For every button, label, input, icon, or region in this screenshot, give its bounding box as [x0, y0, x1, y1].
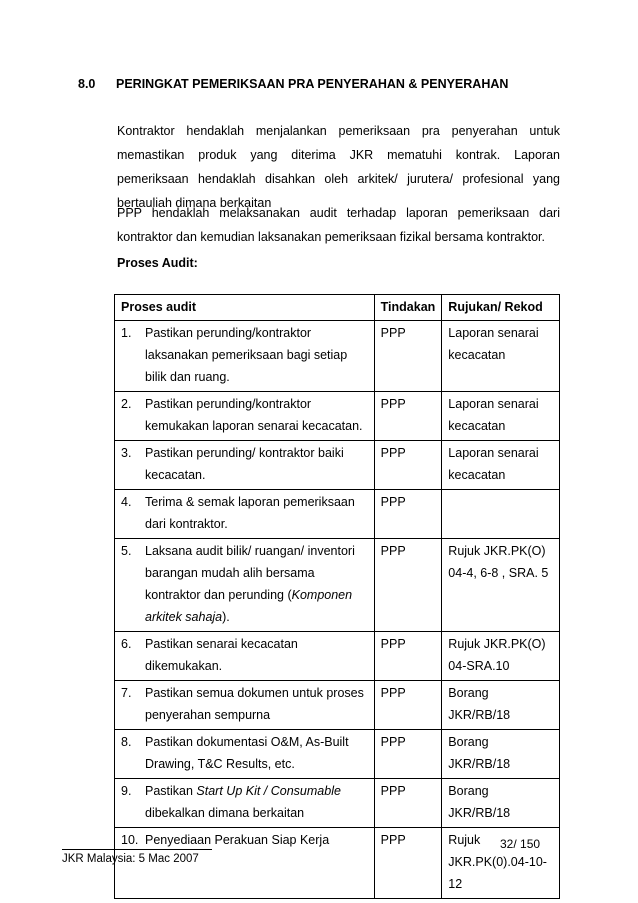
row-number: 6. [121, 637, 132, 651]
row-number: 5. [121, 544, 132, 558]
table-row [115, 392, 560, 441]
table-row [115, 779, 560, 828]
row-process-text: Pastikan perunding/ kontraktor baiki kecacatan. [145, 446, 344, 482]
table-row [115, 539, 560, 632]
header-rujukan-rekod: Rujukan/ Rekod [442, 295, 560, 321]
row-process-text: Pastikan dokumentasi O&M, As-Built Drawing, T&C Results, etc. [145, 735, 349, 771]
row-reference: Laporan senarai kecacatan [442, 441, 560, 490]
emphasis-text: Komponen arkitek sahaja [145, 588, 353, 624]
header-tindakan: Tindakan [374, 295, 442, 321]
section-heading [78, 77, 508, 91]
row-number: 8. [121, 735, 132, 749]
table-row [115, 730, 560, 779]
row-action: PPP [374, 828, 442, 899]
row-reference: Rujuk JKR.PK(O) 04-4, 6-8 , SRA. 5 [442, 539, 560, 632]
row-action: PPP [374, 321, 442, 392]
row-process-text: Pastikan Start Up Kit / Consumable dibekalkan dimana berkaitan [145, 784, 341, 820]
row-reference: Borang JKR/RB/18 [442, 681, 560, 730]
row-reference: Rujuk JKR.PK(O) 04-SRA.10 [442, 632, 560, 681]
row-action: PPP [374, 441, 442, 490]
table-row [115, 321, 560, 392]
paragraph-contractor-inspection: Kontraktor hendaklah menjalankan pemeriksaan pra penyerahan untuk memastikan produk yang diterima JKR mematuhi kontrak. Laporan pemeriksaan hendaklah disahkan oleh arkitek/ jurutera/ profesional yang bertauliah dimana berkaitan [117, 124, 560, 210]
row-process-text: Terima & semak laporan pemeriksaan dari kontraktor. [145, 495, 355, 531]
row-process-text: Laksana audit bilik/ ruangan/ inventori barangan mudah alih bersama kontraktor dan perunding (Komponen arkitek sahaja). [145, 544, 355, 624]
table-header-row [115, 295, 560, 321]
page-number: 32/ 150 [500, 837, 541, 851]
section-title: PERINGKAT PEMERIKSAAN PRA PENYERAHAN & PENYERAHAN [116, 77, 509, 91]
footer-note: JKR Malaysia: 5 Mac 2007 [62, 853, 199, 865]
row-action: PPP [374, 779, 442, 828]
row-number: 2. [121, 397, 132, 411]
table-row [115, 490, 560, 539]
row-reference: Laporan senarai kecacatan [442, 321, 560, 392]
table-row [115, 632, 560, 681]
table-row [115, 441, 560, 490]
row-reference: Borang JKR/RB/18 [442, 779, 560, 828]
paragraph-ppp-audit: PPP hendaklah melaksanakan audit terhadap laporan pemeriksaan dari kontraktor dan kemudian laksanakan pemeriksaan fizikal bersama kontraktor. [117, 206, 560, 244]
row-process-text: Pastikan senarai kecacatan dikemukakan. [145, 637, 298, 673]
row-process-text: Pastikan perunding/kontraktor laksanakan pemeriksaan bagi setiap bilik dan ruang. [145, 326, 348, 384]
row-number: 3. [121, 446, 132, 460]
header-proses-audit: Proses audit [115, 295, 375, 321]
row-reference: Borang JKR/RB/18 [442, 730, 560, 779]
footer-divider [62, 849, 212, 850]
proses-audit-label: Proses Audit: [117, 256, 198, 270]
row-action: PPP [374, 681, 442, 730]
row-process-text: Pastikan perunding/kontraktor kemukakan laporan senarai kecacatan. [145, 397, 363, 433]
row-action: PPP [374, 539, 442, 632]
emphasis-text: Start Up Kit / Consumable [196, 784, 341, 798]
row-number: 1. [121, 326, 132, 340]
row-reference: Rujuk JKR.PK(0).04-10-12 [442, 828, 560, 899]
row-reference: Laporan senarai kecacatan [442, 392, 560, 441]
row-action: PPP [374, 730, 442, 779]
table-row [115, 681, 560, 730]
row-process-text: Pastikan semua dokumen untuk proses penyerahan sempurna [145, 686, 364, 722]
audit-process-table [114, 294, 560, 899]
row-action: PPP [374, 392, 442, 441]
row-number: 9. [121, 784, 132, 798]
row-action: PPP [374, 490, 442, 539]
row-number: 7. [121, 686, 132, 700]
row-number: 4. [121, 495, 132, 509]
section-number: 8.0 [78, 77, 96, 91]
row-reference [442, 490, 560, 539]
row-process-text: Penyediaan Perakuan Siap Kerja [145, 833, 330, 847]
row-number: 10. [121, 833, 139, 847]
row-action: PPP [374, 632, 442, 681]
